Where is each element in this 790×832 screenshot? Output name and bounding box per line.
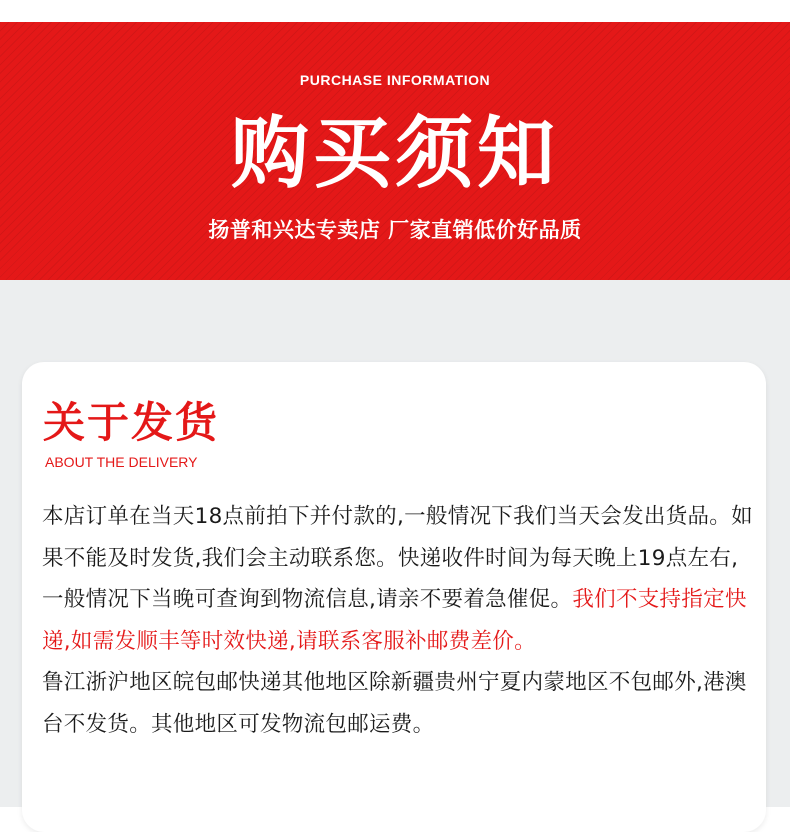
shipping-info-text: 本店订单在当天18点前拍下并付款的,一般情况下我们当天会发出货品。如果不能及时发货,我们会主动联系您。快递收件时间为每天晚上19点左右,一般情况下当晚可查询到物流信息,请亲不要着急催促。	[42, 504, 753, 612]
section-subtitle: ABOUT THE DELIVERY	[45, 454, 198, 470]
banner-title: 购买须知	[230, 109, 559, 199]
section-title: 关于发货	[43, 398, 220, 447]
top-strip	[0, 0, 790, 22]
banner-tagline: 扬普和兴达专卖店 厂家直销低价好品质	[208, 218, 582, 242]
banner-subtitle: PURCHASE INFORMATION	[299, 72, 491, 88]
paragraph-shipping	[42, 496, 756, 662]
delivery-card	[22, 362, 766, 832]
paragraph-regions: 鲁江浙沪地区皖包邮快递其他地区除新疆贵州宁夏内蒙地区不包邮外,港澳台不发货。其他地区可发物流包邮运费。	[42, 670, 747, 737]
delivery-text	[42, 496, 756, 745]
purchase-info-banner	[0, 22, 790, 280]
courier-notice-text: 我们不支持指定快递,如需发顺丰等时效快递,请联系客服补邮费差价。	[42, 587, 747, 654]
